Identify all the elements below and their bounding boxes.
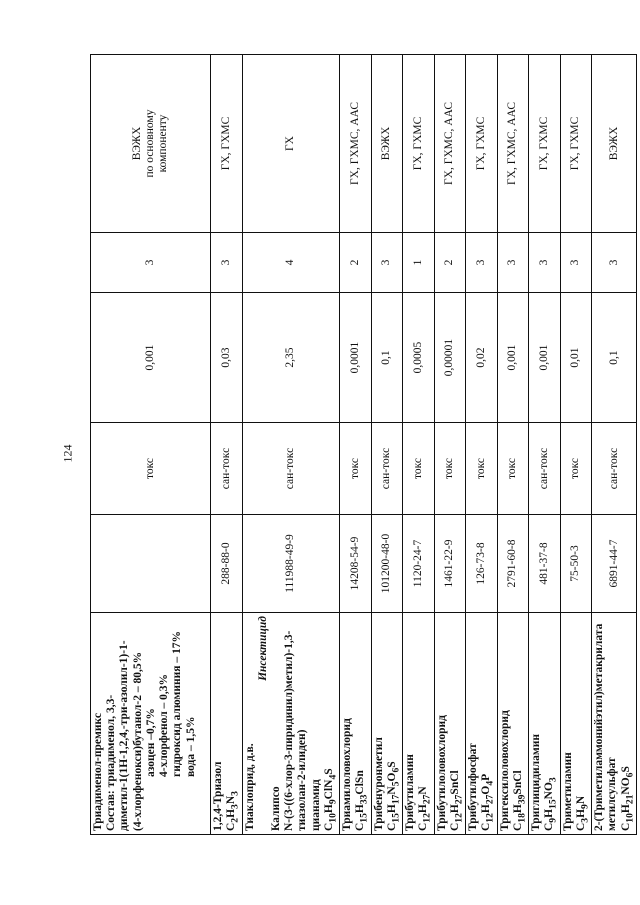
limiting-indicator: сан-токс [529, 423, 561, 515]
substance-name-cell [592, 613, 637, 835]
substance-name-cell [242, 613, 340, 835]
hazard-class: 1 [403, 233, 435, 293]
chemical-formula: $C_2H_3N_3$ [225, 791, 241, 831]
hazard-class: 3 [466, 233, 498, 293]
analysis-method: ВЭЖХ [380, 126, 393, 161]
limiting-indicator: сан-токс [242, 423, 340, 515]
chemical-formula: $C_{15}H_{17}N_5O_6S$ [385, 761, 402, 831]
substance-name-line: Триамилоловохлорид [341, 718, 354, 831]
cas-number: 288-88-0 [211, 515, 243, 613]
analysis-method-cell [340, 55, 372, 233]
hazard-class: 3 [497, 233, 529, 293]
hazard-class: 3 [91, 233, 211, 293]
cas-number: 14208-54-9 [340, 515, 372, 613]
concentration-value: 0,03 [211, 293, 243, 423]
table-row [529, 55, 561, 835]
analysis-method-cell [434, 55, 466, 233]
concentration-value: 0,00001 [434, 293, 466, 423]
table-row [340, 55, 372, 835]
limiting-indicator: токс [403, 423, 435, 515]
table-row [211, 55, 243, 835]
analysis-method: ГХ, ГХМС, ААС [443, 102, 456, 186]
substance-name-line: Триадименол-премикс [92, 713, 104, 831]
limiting-indicator: сан-токс [371, 423, 403, 515]
concentration-value: 0,02 [466, 293, 498, 423]
substance-name-cell [91, 613, 211, 835]
analysis-method: ГХ, ГХМС [411, 116, 424, 171]
table-row [560, 55, 592, 835]
substance-name-line: Тиаклоприд, д.в. [243, 743, 256, 831]
cas-number: 111988-49-9 [242, 515, 340, 613]
substance-name-cell [560, 613, 592, 835]
limiting-indicator: токс [434, 423, 466, 515]
substance-name-line: Триметиламин [561, 752, 574, 831]
cas-number: 126-73-8 [466, 515, 498, 613]
concentration-value: 2,35 [242, 293, 340, 423]
analysis-method: ГХ, ГХМС [537, 116, 550, 171]
cas-number: 75-50-3 [560, 515, 592, 613]
substance-name-line: N-(3-((6-хлор-3-пиридинил)метил)-1,3-тиазолан-2-илиден) [283, 630, 309, 831]
chemical-formula: $C_{10}H_9ClN_4S$ [322, 768, 339, 831]
chemical-formula: $C_{15}H_{33}ClSn$ [354, 770, 370, 831]
limiting-indicator: токс [560, 423, 592, 515]
analysis-method-cell [91, 55, 211, 233]
cas-number [91, 515, 211, 613]
cas-number: 1120-24-7 [403, 515, 435, 613]
concentration-value: 0,1 [592, 293, 637, 423]
hazard-class: 2 [340, 233, 372, 293]
chemical-formula: $C_{12}H_{27}O_4P$ [480, 773, 496, 831]
limiting-indicator: сан-токс [592, 423, 637, 515]
substance-name-line: 2-(Триметиламмонийэтил)метакрилата метилсульфат [593, 623, 619, 831]
analysis-method: ВЭЖХ [607, 126, 620, 161]
analysis-method: ГХ, ГХМС [219, 116, 232, 171]
substance-name-line: Калипсо [269, 786, 282, 831]
substance-name-cell [340, 613, 372, 835]
cas-number: 481-37-8 [529, 515, 561, 613]
hazard-class: 3 [592, 233, 637, 293]
table-row [371, 55, 403, 835]
concentration-value: 0,001 [91, 293, 211, 423]
substance-name-line: Состав: триадименол, 3,3-диметил-1(1Н-1,2,4,-три-азолил-1)-1- [105, 640, 131, 831]
limiting-indicator: токс [91, 423, 211, 515]
substance-name-cell [371, 613, 403, 835]
substance-table [90, 54, 637, 835]
limiting-indicator: токс [466, 423, 498, 515]
concentration-value: 0,001 [497, 293, 529, 423]
substance-name-cell [497, 613, 529, 835]
table-body [91, 55, 637, 835]
substance-name-line: Трибутилоловохлорид [435, 715, 448, 831]
substance-name-line: Трибутиламин [404, 754, 417, 831]
mixture-component: вода – 1,5% [184, 716, 197, 777]
analysis-method-cell [560, 55, 592, 233]
limiting-indicator: сан-токс [211, 423, 243, 515]
table-row [592, 55, 637, 835]
concentration-value: 0,0001 [340, 293, 372, 423]
analysis-method-cell [592, 55, 637, 233]
substance-name-cell [434, 613, 466, 835]
mixture-component: 4-хлорфенол – 0,3% [158, 673, 171, 777]
hazard-class: 4 [242, 233, 340, 293]
analysis-method-cell [497, 55, 529, 233]
substance-name-line: Трибутилфосфат [467, 743, 480, 831]
analysis-method: ГХ [284, 136, 297, 151]
table-row [403, 55, 435, 835]
substance-name-cell [211, 613, 243, 835]
analysis-method: ГХ, ГХМС, ААС [348, 102, 361, 186]
mixture-component: гидроксид алюминия – 17% [171, 631, 184, 777]
hazard-class: 3 [560, 233, 592, 293]
chemical-formula: $C_9H_{15}NO_3$ [543, 777, 559, 831]
substance-name-line: Тригексилоловохлорид [498, 710, 511, 831]
hazard-class: 3 [371, 233, 403, 293]
cas-number: 2791-60-8 [497, 515, 529, 613]
cas-number: 101200-48-0 [371, 515, 403, 613]
chemical-formula: $C_{10}H_{21}NO_6S$ [619, 766, 635, 831]
concentration-value: 0,1 [371, 293, 403, 423]
substance-name-line: цианамид [309, 779, 322, 831]
analysis-method-cell [466, 55, 498, 233]
chemical-formula: $C_3H_9N$ [574, 795, 591, 831]
analysis-method: ГХ, ГХМС [569, 116, 582, 171]
table-row [91, 55, 211, 835]
analysis-method: ГХ, ГХМС, ААС [506, 102, 519, 186]
substance-name-cell [403, 613, 435, 835]
mixture-component: азоцен –0,7% [144, 708, 157, 777]
chemical-formula: $C_{18}H_{39}SnCl$ [511, 770, 528, 831]
mixture-component: (4-хлорфенокси)бутанол-2 – 80,5% [131, 651, 144, 831]
analysis-method: по основному [143, 109, 156, 178]
substance-name-cell [466, 613, 498, 835]
chemical-formula: $C_{12}H_{27}SnCl$ [448, 770, 465, 831]
table-row [242, 55, 340, 835]
hazard-class: 3 [529, 233, 561, 293]
chemical-formula: $C_{12}H_{27}N$ [417, 786, 433, 831]
limiting-indicator: токс [340, 423, 372, 515]
page-number: 124 [60, 444, 75, 463]
cas-number: 1461-22-9 [434, 515, 466, 613]
hazard-class: 2 [434, 233, 466, 293]
concentration-value: 0,001 [529, 293, 561, 423]
cas-number: 6891-44-7 [592, 515, 637, 613]
analysis-method: ГХ, ГХМС [474, 116, 487, 171]
substance-name-cell [529, 613, 561, 835]
table-row [497, 55, 529, 835]
analysis-method-cell [371, 55, 403, 233]
substance-category: Инсектицид [256, 616, 269, 681]
limiting-indicator: токс [497, 423, 529, 515]
concentration-value: 0,01 [560, 293, 592, 423]
substance-name-line: Триглицидиламин [530, 734, 543, 831]
analysis-method-cell [529, 55, 561, 233]
substance-name-line: Трибенуронметил [372, 737, 385, 831]
analysis-method: компоненту [157, 114, 170, 173]
analysis-method-cell [242, 55, 340, 233]
substance-name-line: 1,2,4-Триазол [212, 761, 224, 831]
concentration-value: 0,0005 [403, 293, 435, 423]
analysis-method: ВЭЖХ [130, 126, 143, 161]
analysis-method-cell [211, 55, 243, 233]
table-row [434, 55, 466, 835]
table-row [466, 55, 498, 835]
hazard-class: 3 [211, 233, 243, 293]
analysis-method-cell [403, 55, 435, 233]
